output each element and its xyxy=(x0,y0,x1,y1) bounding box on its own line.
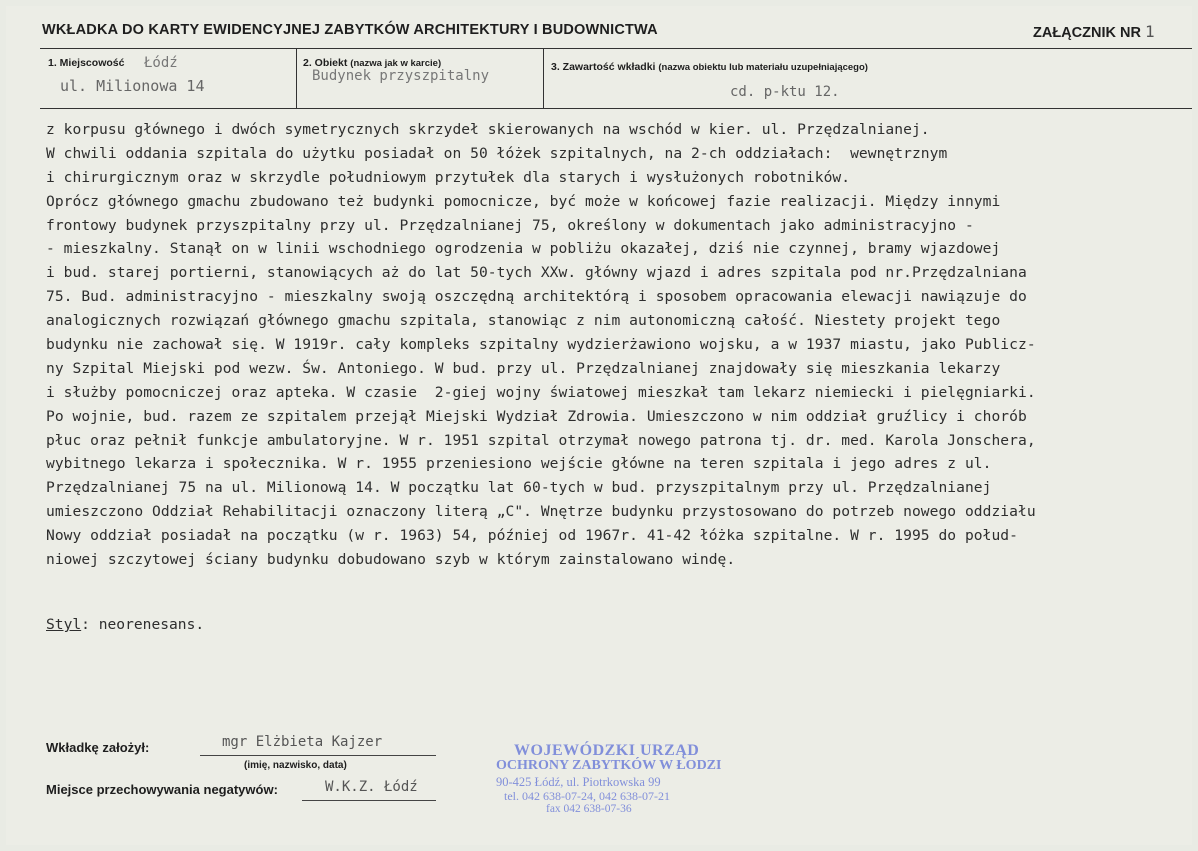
table-bottom-border xyxy=(40,108,1192,109)
stamp-line-3: 90-425 Łódź, ul. Piotrkowska 99 xyxy=(496,775,661,789)
locality-value-street: ul. Milionowa 14 xyxy=(60,77,205,95)
text-line: Przędzalnianej 75 na ul. Milionową 14. W początku lat 60-tych w bud. przyszpitalnym przy ul. Przędzalnianej xyxy=(46,479,992,497)
text-line: Oprócz głównego gmachu zbudowano też budynki pomocnicze, być może w końcowej fazie realizacji. Między innymi xyxy=(46,192,1001,210)
style-entry xyxy=(46,616,204,633)
text-line: Po wojnie, bud. razem ze szpitalem przejął Miejski Wydział Zdrowia. Umieszczono w nim oddział gruźlicy i chorób xyxy=(46,407,1027,425)
stamp-line-4: tel. 042 638-07-24, 042 638-07-21 xyxy=(504,789,670,803)
style-value: : neorenesans. xyxy=(81,616,205,633)
negatives-label: Miejsce przechowywania negatywów: xyxy=(46,782,278,797)
stamp-line-2: OCHRONY ZABYTKÓW W ŁODZI xyxy=(496,758,722,773)
attachment-number-value: 1 xyxy=(1144,22,1155,41)
style-label: Styl xyxy=(46,616,82,633)
text-line: umieszczono Oddział Rehabilitacji oznaczony literą „C". Wnętrze budynku przystosowano do potrzeb nowego oddziału xyxy=(46,503,1036,521)
locality-label: 1. Miejscowość xyxy=(48,57,125,69)
text-line: wybitnego lekarza i społecznika. W r. 1955 przeniesiono wejście główne na teren szpitala i jego adres z ul. xyxy=(46,455,992,473)
text-line: niowej szczytowej ściany budynku dobudowano szyb w którym zainstalowano windę. xyxy=(46,551,736,569)
text-line: 75. Bud. administracyjno - mieszkalny swoją oszczędną architektórą i sposobem opracowania elewacji nawiązuje do xyxy=(46,288,1027,306)
created-by-label: Wkładkę założył: xyxy=(46,740,150,755)
text-line: ny Szpital Miejski pod wezw. Św. Antoniego. W bud. przy ul. Przędzalnianej znajdowały się mieszkania lekarzy xyxy=(46,359,1001,377)
text-line: frontowy budynek przyszpitalny przy ul. Przędzalnianej 75, określony w dokumentach jako administracyjno - xyxy=(46,216,974,234)
negatives-line xyxy=(302,800,436,801)
text-line: płuc oraz pełnił funkcje ambulatoryjne. W r. 1951 szpital otrzymał nowego patrona tj. dr. med. Karola Jonschera, xyxy=(46,431,1036,449)
text-line: - mieszkalny. Stanął on w linii wschodniego ogrodzenia w pobliżu okazałej, dziś nie czynnej, bramy wjazdowej xyxy=(46,240,1001,258)
body-text xyxy=(46,118,1192,572)
text-line: Nowy oddział posiadał na początku (w r. 1963) 54, później od 1967r. 41-42 łóżka szpitalne. W r. 1995 do połud- xyxy=(46,527,1018,545)
created-by-value: mgr Elżbieta Kajzer xyxy=(222,734,383,750)
locality-value-city: Łódź xyxy=(144,55,178,71)
attachment-number xyxy=(1033,22,1155,41)
stamp-line-1: WOJEWÓDZKI URZĄD xyxy=(514,742,700,759)
table-top-border xyxy=(40,48,1192,49)
attachment-label: ZAŁĄCZNIK NR xyxy=(1033,25,1141,41)
negatives-value: W.K.Z. Łódź xyxy=(325,779,418,795)
text-line: analogicznych rozwiązań głównego gmachu szpitala, stanowiąc z nim autonomiczną całość. Niestety projekt tego xyxy=(46,312,1001,330)
column-divider-2 xyxy=(543,48,544,108)
content-label xyxy=(551,61,868,73)
column-divider-1 xyxy=(296,48,297,108)
text-line: i chirurgicznym oraz w skrzydle południowym przytułek dla starych i wysłużonych robotników. xyxy=(46,168,851,186)
text-line: i bud. starej portierni, stanowiących aż do lat 50-tych XXw. główny wjazd i adres szpitala pod nr.Przędzalniana xyxy=(46,264,1027,282)
document-title: WKŁADKA DO KARTY EWIDENCYJNEJ ZABYTKÓW ARCHITEKTURY I BUDOWNICTWA xyxy=(42,22,658,38)
content-value: cd. p-ktu 12. xyxy=(730,84,840,100)
content-sublabel: (nazwa obiektu lub materiału uzupełniającego) xyxy=(658,62,868,73)
office-stamp xyxy=(490,742,740,822)
object-value: Budynek przyszpitalny xyxy=(312,68,490,84)
text-line: z korpusu głównego i dwóch symetrycznych skrzydeł skierowanych na wschód w kier. ul. Przędzalnianej. xyxy=(46,121,930,138)
content-label-text: 3. Zawartość wkładki xyxy=(551,61,656,73)
text-line: W chwili oddania szpitala do użytku posiadał on 50 łóżek szpitalnych, na 2-ch oddziałach: wewnętrznym xyxy=(46,144,948,162)
text-line: budynku nie zachował się. W 1919r. cały kompleks szpitalny wydzierżawiono wojsku, a w 1937 miastu, jako Publicz- xyxy=(46,336,1036,354)
object-sublabel: (nazwa jak w karcie) xyxy=(350,58,442,69)
stamp-line-5: fax 042 638-07-36 xyxy=(546,803,632,815)
text-line: i służby pomocniczej oraz apteka. W czasie 2-giej wojny światowej mieszkał tam lekarz niemiecki i pielęgniarki. xyxy=(46,383,1036,401)
object-label-text: 2. Obiekt xyxy=(303,57,348,69)
created-by-line xyxy=(200,755,436,756)
created-by-hint: (imię, nazwisko, data) xyxy=(244,760,347,771)
